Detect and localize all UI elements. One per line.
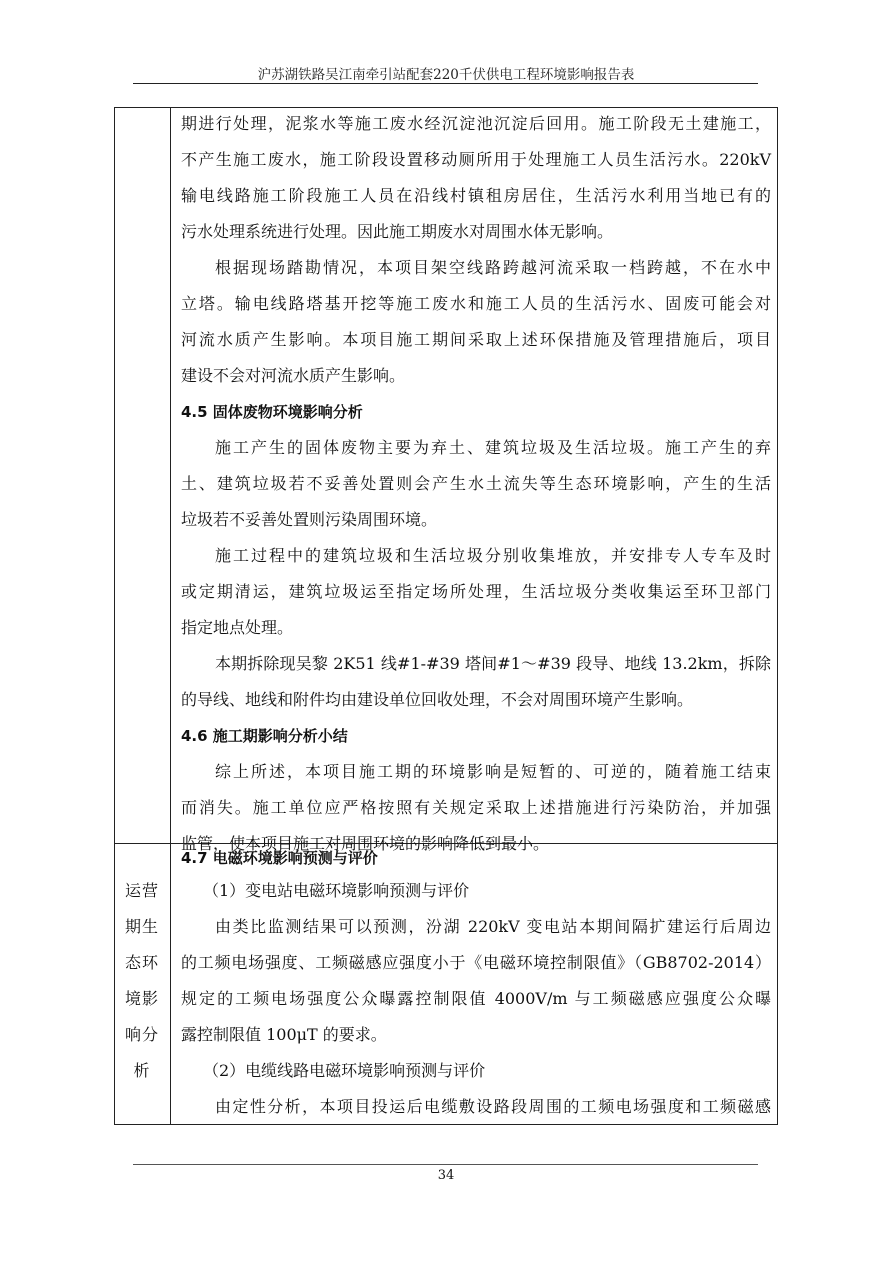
paragraph-line: 监管，使本项目施工对周围环境的影响降低到最小。 (181, 834, 550, 853)
paragraph-line: 建设不会对河流水质产生影响。 (181, 366, 406, 385)
paragraph-line: 本期拆除现吴黎 2K51 线#1-#39 塔间#1～#39 段导、地线 13.2km，拆除 (215, 654, 771, 673)
paragraph-line: 输电线路施工阶段施工人员在沿线村镇租房居住，生活污水利用当地已有的 (181, 186, 771, 205)
paragraph-line: 施工产生的固体废物主要为弃土、建筑垃圾及生活垃圾。施工产生的弃 (215, 438, 771, 457)
subsection-heading: （1）变电站电磁环境影响预测与评价 (203, 881, 470, 900)
paragraph-line: 的导线、地线和附件均由建设单位回收处理，不会对周围环境产生影响。 (181, 690, 694, 709)
paragraph-line: 指定地点处理。 (181, 618, 294, 637)
paragraph-line: 露控制限值 100μT 的要求。 (181, 1025, 387, 1044)
paragraph-line: 或定期清运，建筑垃圾运至指定场所处理，生活垃圾分类收集运至环卫部门 (181, 582, 771, 601)
paragraph-line: 期进行处理，泥浆水等施工废水经沉淀池沉淀后回用。施工阶段无土建施工， (181, 114, 771, 133)
section-heading: 4.6 施工期影响分析小结 (181, 727, 348, 745)
section-heading: 4.5 固体废物环境影响分析 (181, 403, 363, 421)
paragraph-line: 土、建筑垃圾若不妥善处置则会产生水土流失等生态环境影响，产生的生活 (181, 474, 771, 493)
paragraph-line: 由类比监测结果可以预测，汾湖 220kV 变电站本期间隔扩建运行后周边 (215, 917, 771, 936)
paragraph-line: 河流水质产生影响。本项目施工期间采取上述环保措施及管理措施后，项目 (181, 330, 771, 349)
construction-section (181, 106, 771, 862)
row-label-operation-period: 运营 期生 态环 境影 响分 析 (124, 881, 159, 1080)
table-column-divider (170, 107, 171, 1125)
paragraph-line: 的工频电场强度、工频磁感应强度小于《电磁环境控制限值》（GB8702-2014） (181, 953, 771, 972)
paragraph-line: 不产生施工废水，施工阶段设置移动厕所用于处理施工人员生活污水。220kV (181, 150, 771, 169)
header-title: 沪苏湖铁路吴江南牵引站配套220千伏供电工程环境影响报告表 (257, 67, 635, 83)
section-heading: 4.7 电磁环境影响预测与评价 (181, 849, 378, 867)
paragraph-line: 根据现场踏勘情况，本项目架空线路跨越河流采取一档跨越，不在水中 (215, 258, 771, 277)
paragraph-line: 污水处理系统进行处理。因此施工期废水对周围水体无影响。 (181, 222, 614, 241)
paragraph-line: 立塔。输电线路塔基开挖等施工废水和施工人员的生活污水、固废可能会对 (181, 294, 771, 313)
paragraph-line: 规定的工频电场强度公众曝露控制限值 4000V/m 与工频磁感应强度公众曝 (181, 989, 771, 1008)
operation-section (181, 843, 771, 1125)
subsection-heading: （2）电缆线路电磁环境影响预测与评价 (203, 1061, 486, 1080)
paragraph-line: 垃圾若不妥善处置则污染周围环境。 (181, 510, 438, 529)
paragraph-line: 施工过程中的建筑垃圾和生活垃圾分别收集堆放，并安排专人专车及时 (215, 546, 771, 565)
paragraph-line: 综上所述，本项目施工期的环境影响是短暂的、可逆的，随着施工结束 (215, 762, 771, 781)
page-number: 34 (437, 1168, 455, 1183)
footer-rule (133, 1164, 758, 1165)
paragraph-line: 由定性分析，本项目投运后电缆敷设路段周围的工频电场强度和工频磁感 (215, 1097, 771, 1116)
header-rule (133, 83, 758, 84)
paragraph-line: 而消失。施工单位应严格按照有关规定采取上述措施进行污染防治，并加强 (181, 798, 771, 817)
